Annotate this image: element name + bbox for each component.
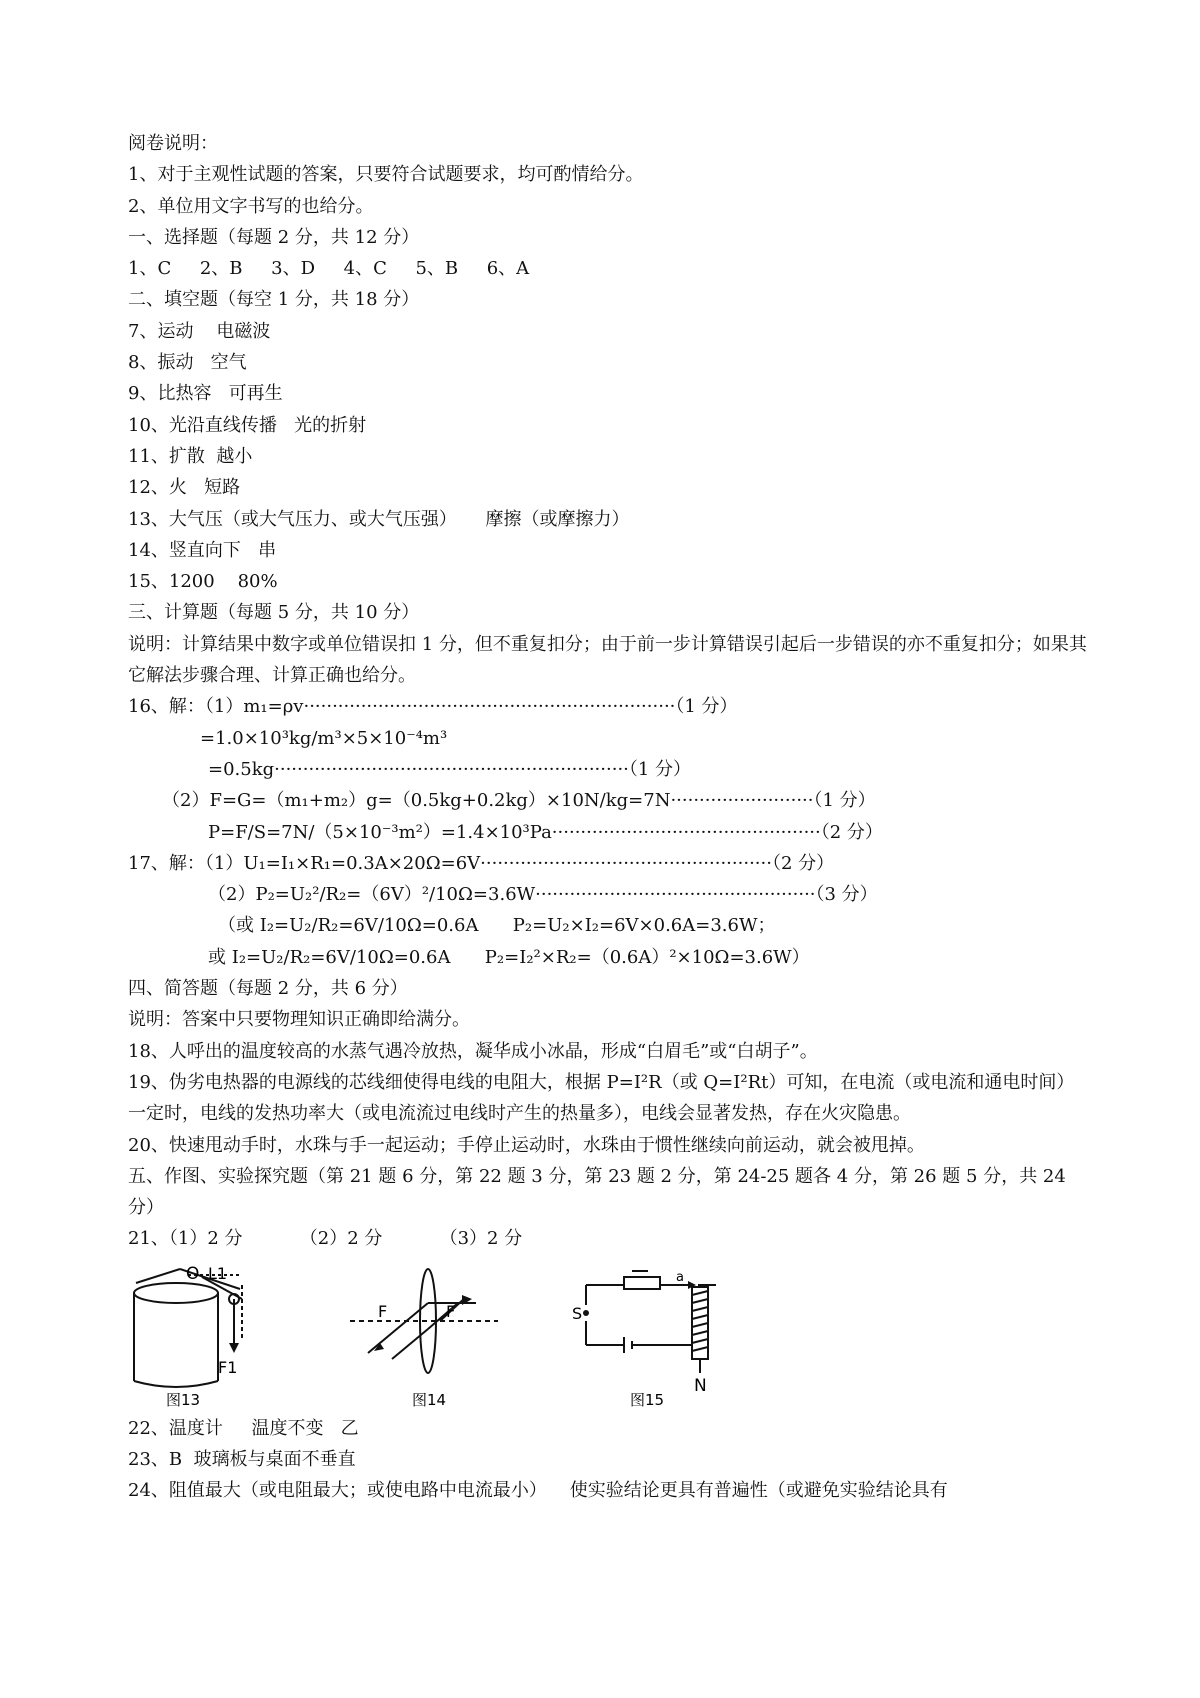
answer-24: 24、阻值最大（或电阻最大；或使电路中电流最小） 使实验结论更具有普遍性（或避免实验结论具有: [128, 1480, 948, 1502]
answer-16-step-4: （2）F=G=（m₁+m₂）g=（0.5kg+0.2kg）×10N/kg=7N·························（1 分）: [162, 790, 876, 812]
answer-16-step-2: =1.0×10³kg/m³×5×10⁻⁴m³: [200, 727, 448, 749]
section-3-note: 说明：计算结果中数字或单位错误扣 1 分，但不重复扣分；由于前一步计算错误引起后一步错误的亦不重复扣分；如果其它解法步骤合理、计算正确也给分。: [128, 633, 1087, 687]
answer-13: 13、大气压（或大气压力、或大气压强） 摩擦（或摩擦力）: [128, 508, 630, 530]
section-4-note: 说明：答案中只要物理知识正确即给满分。: [128, 1009, 470, 1031]
answer-23: 23、B 玻璃板与桌面不垂直: [128, 1448, 356, 1470]
answer-7: 7、运动 电磁波: [128, 320, 271, 342]
figure-13-label-f1: F1: [218, 1357, 238, 1377]
answer-14: 14、竖直向下 串: [128, 539, 277, 561]
section-1-heading: 一、选择题（每题 2 分，共 12 分）: [128, 226, 420, 248]
figure-13: [128, 1263, 278, 1413]
answer-20: 20、快速甩动手时，水珠与手一起运动；手停止运动时，水珠由于惯性继续向前运动，就会被甩掉。: [128, 1134, 925, 1156]
note-2: 2、单位用文字书写的也给分。: [128, 195, 374, 217]
answer-17-step-2: （2）P₂=U₂²/R₂=（6V）²/10Ω=3.6W·················································（3 分）: [208, 884, 878, 906]
answer-16-step-1: 16、解：（1）m₁=ρv·································································（1 分）: [128, 696, 738, 718]
figure-15-drawing: [568, 1263, 738, 1413]
figure-14-drawing: [348, 1263, 508, 1413]
answer-18: 18、人呼出的温度较高的水蒸气遇冷放热，凝华成小冰晶，形成“白眉毛”或“白胡子”。: [128, 1040, 818, 1062]
answer-16-step-3: =0.5kg······························································（1 分）: [208, 758, 692, 780]
figure-13-caption: 图13: [166, 1390, 201, 1409]
answer-8: 8、振动 空气: [128, 352, 247, 374]
answer-17-step-1: 17、解：（1）U₁=I₁×R₁=0.3A×20Ω=6V···················································（2 分）: [128, 852, 835, 874]
answer-10: 10、光沿直线传播 光的折射: [128, 414, 367, 436]
section-2-heading: 二、填空题（每空 1 分，共 18 分）: [128, 289, 420, 311]
answer-19: 19、伪劣电热器的电源线的芯线细使得电线的电阻大，根据 P=I²R（或 Q=I²Rt）可知，在电流（或电流和通电时间）一定时，电线的发热功率大（或电流流过电线时产生的热量多），电线会显著发热，存在火灾隐患。: [128, 1071, 1075, 1125]
answer-9: 9、比热容 可再生: [128, 383, 283, 405]
answer-17-alt-2: 或 I₂=U₂/R₂=6V/10Ω=0.6A P₂=I₂²×R₂=（0.6A）²×10Ω=3.6W）: [208, 946, 810, 968]
figure-13-label-l1: L1: [208, 1263, 228, 1283]
figure-15-label-s: S: [572, 1303, 583, 1323]
answer-12: 12、火 短路: [128, 477, 241, 499]
answer-21-scores: 21、（1）2 分 （2）2 分 （3）2 分: [128, 1228, 523, 1250]
answer-17-alt-1: （或 I₂=U₂/R₂=6V/10Ω=0.6A P₂=U₂×I₂=6V×0.6A=3.6W；: [218, 915, 776, 937]
answer-sheet: [128, 128, 1088, 1507]
figure-15: [568, 1263, 738, 1413]
figure-14-caption: 图14: [412, 1390, 447, 1409]
answer-11: 11、扩散 越小: [128, 445, 253, 467]
section-3-heading: 三、计算题（每题 5 分，共 10 分）: [128, 602, 420, 624]
section-4-heading: 四、简答题（每题 2 分，共 6 分）: [128, 978, 408, 1000]
figures-row: [128, 1263, 1088, 1413]
figure-14: [348, 1263, 508, 1413]
figure-13-label-o: O: [186, 1263, 200, 1284]
section-5-heading: 五、作图、实验探究题（第 21 题 6 分，第 22 题 3 分，第 23 题 2 分，第 24-25 题各 4 分，第 26 题 5 分，共 24 分）: [128, 1165, 1066, 1219]
answer-16-step-5: P=F/S=7N/（5×10⁻³m²）=1.4×10³Pa···············································（2 分）: [208, 821, 883, 843]
reading-notes-heading: 阅卷说明：: [128, 133, 218, 154]
figure-13-drawing: [128, 1263, 278, 1413]
answer-22: 22、温度计 温度不变 乙: [128, 1417, 359, 1439]
figure-15-caption: 图15: [630, 1390, 665, 1409]
figure-14-label-f-right: F: [446, 1301, 456, 1321]
figure-15-label-n: N: [694, 1375, 707, 1396]
figure-15-label-a: a: [676, 1269, 684, 1285]
answer-15: 15、1200 80%: [128, 571, 278, 593]
choice-answers: 1、C 2、B 3、D 4、C 5、B 6、A: [128, 258, 530, 280]
figure-14-label-f-left: F: [378, 1301, 388, 1321]
note-1: 1、对于主观性试题的答案，只要符合试题要求，均可酌情给分。: [128, 164, 644, 186]
